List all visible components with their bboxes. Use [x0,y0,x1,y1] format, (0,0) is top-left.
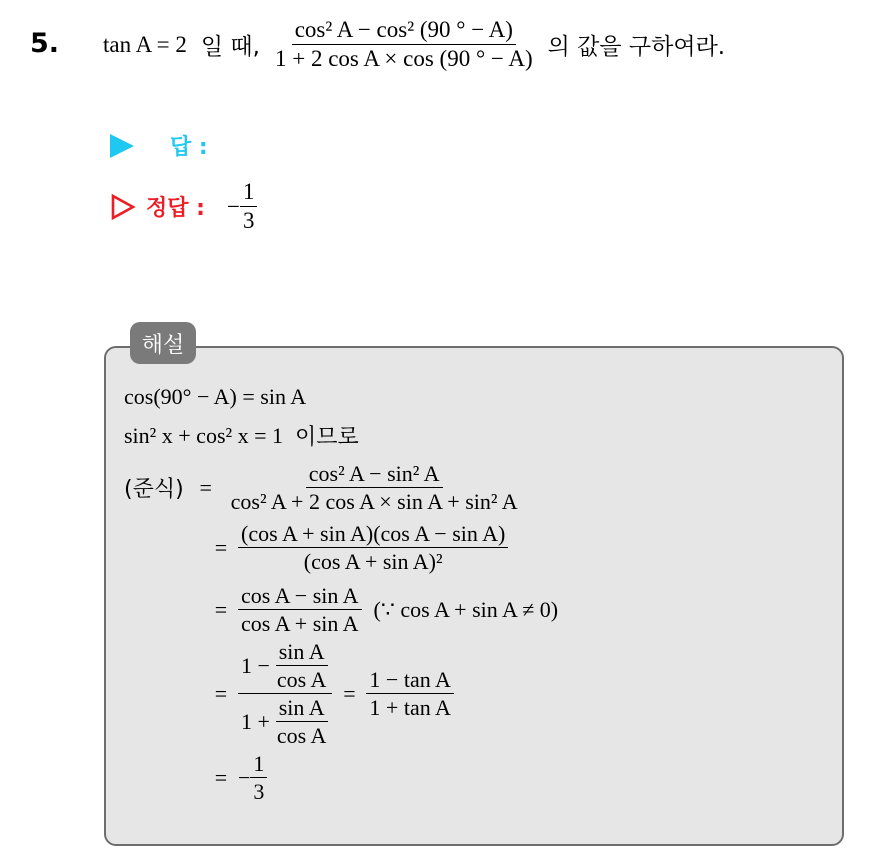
step-4-rhs-numerator: 1 − tan A [366,668,453,694]
step-3 [204,584,558,635]
step-2-numerator: (cos A + sin A)(cos A − sin A) [238,522,508,548]
step-4-rhs-denominator: 1 + tan A [369,695,451,721]
equals-sign: = [214,680,228,706]
question-text [103,18,725,71]
answer-row [110,130,208,161]
step-4-den-prefix: 1 + [241,709,270,735]
equals-sign: = [343,680,356,706]
correct-answer-label: 정답 : [146,196,205,222]
correct-answer-denominator: 3 [242,208,255,234]
instruction-text: 의 값을 구하여라. [547,34,726,61]
step-2-fraction [238,522,508,573]
sub-fraction-top-num: sin A [276,640,328,666]
step-1-denominator: cos² A + 2 cos A × sin A + sin² A [230,489,518,515]
final-fraction [250,752,267,803]
step-4-rhs-fraction [366,668,453,719]
correct-answer-fraction [240,180,258,233]
step-4 [204,640,454,747]
answer-label: 답 : [170,135,208,160]
identity-formula: sin² x + cos² x = 1 [124,422,284,448]
question-number: 5. [30,28,60,59]
step-3-numerator: cos A − sin A [238,584,362,610]
step-4-num-prefix: 1 − [241,653,270,679]
sub-fraction-top-den: cos A [276,667,327,693]
explanation-line-2 [124,420,359,451]
final-denominator: 3 [253,779,265,805]
filled-play-triangle-icon [110,134,134,158]
step-4-numerator [238,640,332,694]
equals-sign: = [214,596,228,622]
step-3-denominator: cos A + sin A [241,611,359,637]
explanation-tag: 해설 [130,322,196,364]
correct-answer-row [110,180,257,233]
given-condition: tan A = 2 [103,31,187,57]
step-5 [204,752,267,803]
connector-text: 일 때, [200,34,260,61]
question-numerator: cos² A − cos² (90 ° − A) [292,18,516,45]
step-2 [204,522,508,573]
question-denominator: 1 + 2 cos A × cos (90 ° − A) [274,46,533,72]
step-1 [124,462,521,513]
correct-answer-numerator: 1 [240,180,258,207]
equals-sign: = [214,764,228,790]
sub-fraction-bottom-den: cos A [276,723,327,749]
correct-answer-sign: − [226,193,240,219]
equals-sign: = [214,534,228,560]
step-1-numerator: cos² A − sin² A [306,462,443,488]
step-2-denominator: (cos A + sin A)² [303,549,443,575]
step-4-complex-fraction [238,640,332,747]
identity-suffix: 이므로 [295,425,359,450]
final-numerator: 1 [250,752,267,778]
step-1-fraction [228,462,521,513]
explanation-line-1: cos(90° − A) = sin A [124,384,307,409]
step-3-fraction [238,584,362,635]
equals-sign: = [199,474,212,500]
sub-fraction-top [274,640,330,691]
final-sign: − [238,764,251,790]
outline-play-triangle-icon [110,194,136,220]
step-4-denominator [238,694,332,747]
lhs-label: (준식) [124,477,184,503]
sub-fraction-bottom [274,696,330,747]
question-fraction [272,18,536,71]
sub-fraction-bottom-num: sin A [276,696,328,722]
step-3-note: (∵ cos A + sin A ≠ 0) [373,596,559,622]
correct-answer-value [227,180,257,233]
